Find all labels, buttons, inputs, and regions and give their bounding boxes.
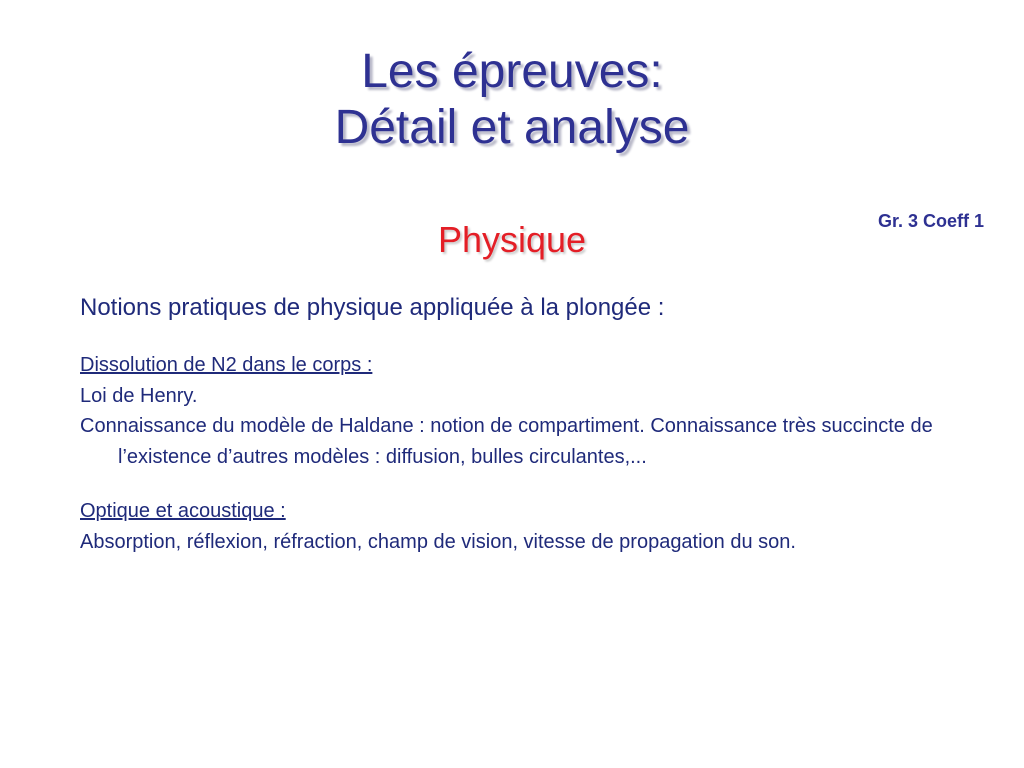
- slide-body: [80, 290, 960, 581]
- slide-title: [0, 44, 1024, 156]
- section-line: Loi de Henry.: [80, 384, 198, 407]
- section-heading-dissolution: Dissolution de N2 dans le corps :: [80, 354, 373, 376]
- intro-text: Notions pratiques de physique appliquée à la plongée :: [80, 294, 665, 321]
- subject-heading: Physique: [437, 219, 587, 260]
- group-coefficient-label: Gr. 3 Coeff 1: [877, 211, 984, 231]
- slide-title-line-1: Les épreuves:: [361, 45, 663, 98]
- slide-title-line-2: Détail et analyse: [334, 101, 690, 154]
- section-optique-acoustique: [80, 496, 960, 557]
- section-line: Connaissance du modèle de Haldane : notion de compartiment. Connaissance très succincte de l’existence d’autres modèles : diffusion, bulles circulantes,...: [80, 415, 933, 468]
- section-heading-optique-acoustique: Optique et acoustique :: [80, 500, 286, 522]
- section-dissolution: [80, 350, 960, 472]
- section-line: Absorption, réflexion, réfraction, champ de vision, vitesse de propagation du son.: [80, 530, 796, 553]
